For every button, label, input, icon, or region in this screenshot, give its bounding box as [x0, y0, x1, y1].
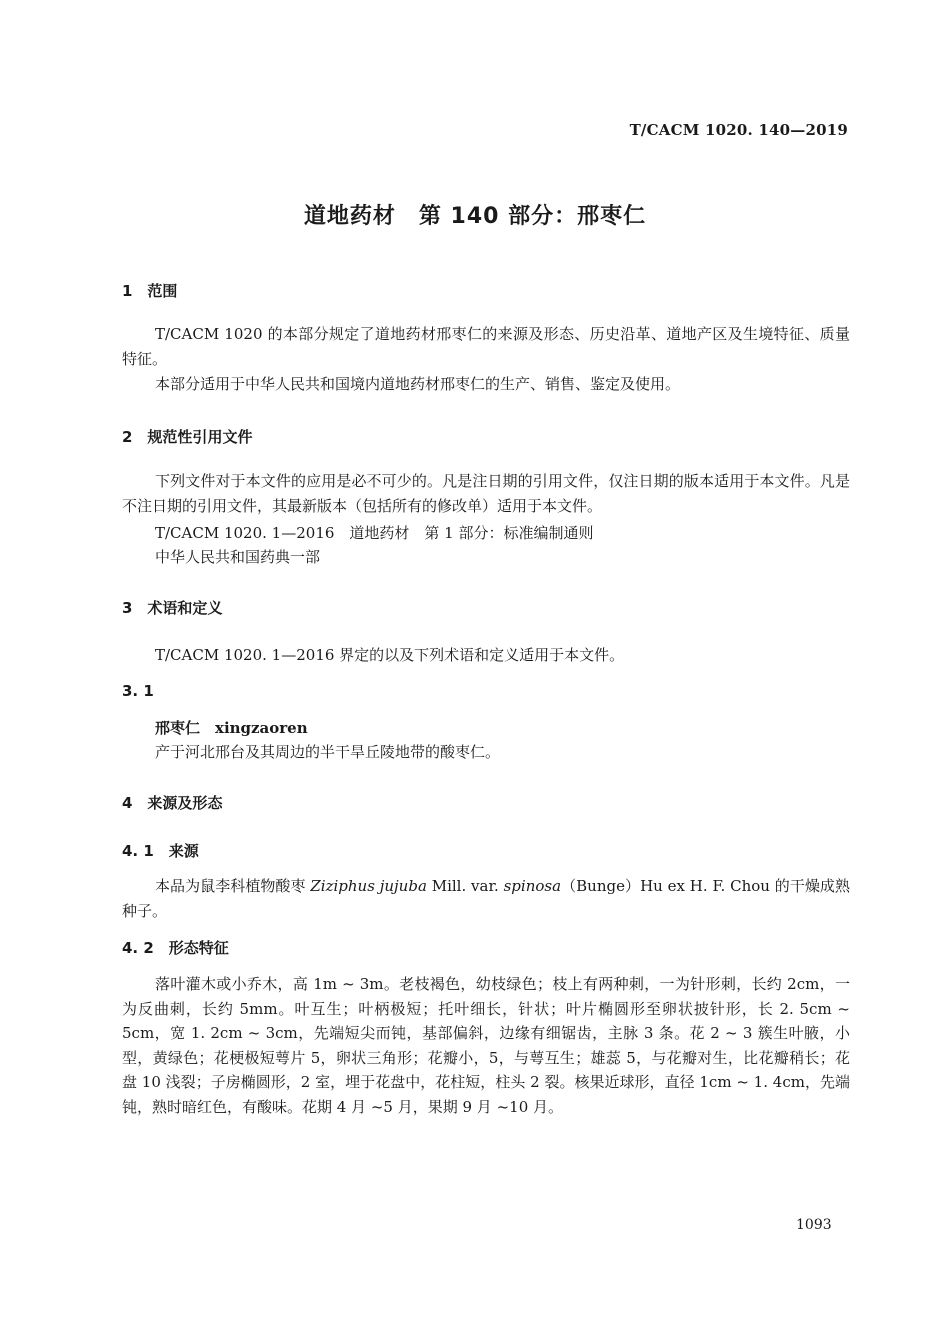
- section-1-paragraph-1: T/CACM 1020 的本部分规定了道地药材邢枣仁的来源及形态、历史沿革、道地产区及生境特征、质量特征。: [122, 325, 850, 368]
- section-1-paragraph-2: 本部分适用于中华人民共和国境内道地药材邢枣仁的生产、销售、鉴定及使用。: [155, 375, 681, 393]
- section-2-paragraph-1: 下列文件对于本文件的应用是必不可少的。凡是注日期的引用文件，仅注日期的版本适用于本文件。凡是不注日期的引用文件，其最新版本（包括所有的修改单）适用于本文件。: [122, 472, 850, 515]
- section-3-paragraph-1: T/CACM 1020. 1—2016 界定的以及下列术语和定义适用于本文件。: [155, 646, 625, 664]
- source-text-b: Mill. var.: [426, 877, 504, 895]
- normative-reference-1: T/CACM 1020. 1—2016 道地药材 第 1 部分：标准编制通则: [155, 524, 594, 542]
- section-3-1-heading: 3. 1: [122, 682, 154, 700]
- section-1-heading: 1 范围: [122, 282, 178, 300]
- section-4-1-paragraph: [122, 874, 850, 923]
- species-name: Ziziphus jujuba: [310, 877, 427, 895]
- standard-code: T/CACM 1020. 140—2019: [629, 121, 848, 139]
- variety-name: spinosa: [503, 877, 562, 895]
- normative-reference-2: 中华人民共和国药典一部: [155, 548, 321, 566]
- document-title: 道地药材 第 140 部分：邢枣仁: [303, 204, 647, 229]
- section-4-1-heading: 4. 1 来源: [122, 842, 199, 860]
- section-2-heading: 2 规范性引用文件: [122, 428, 253, 446]
- section-3-heading: 3 术语和定义: [122, 599, 223, 617]
- source-text-c: （Bunge）Hu ex H. F. Chou 的干燥成熟种子。: [122, 877, 850, 920]
- term-entry: 邢枣仁 xingzaoren: [155, 719, 308, 737]
- source-text-a: 本品为鼠李科植物酸枣: [155, 877, 311, 895]
- section-4-heading: 4 来源及形态: [122, 794, 223, 812]
- term-definition: 产于河北邢台及其周边的半干旱丘陵地带的酸枣仁。: [155, 743, 501, 761]
- section-4-2-heading: 4. 2 形态特征: [122, 939, 229, 957]
- page-number: 1093: [796, 1217, 832, 1233]
- section-4-2-paragraph: 落叶灌木或小乔木，高 1m ~ 3m。老枝褐色，幼枝绿色；枝上有两种刺，一为针形刺，长约 2cm，一为反曲刺，长约 5mm。叶互生；叶柄极短；托叶细长，针状；叶片椭圆形至卵状披针形，长 2. 5cm ~ 5cm，宽 1. 2cm ~ 3cm，先端短尖而钝，基部偏斜，边缘有细锯齿，主脉 3 条。花 2 ~ 3 簇生叶腋，小型，黄绿色；花梗极短萼片 5，卵状三角形；花瓣小，5，与萼互生；雄蕊 5，与花瓣对生，比花瓣稍长；花盘 10 浅裂；子房椭圆形，2 室，埋于花盘中，花柱短，柱头 2 裂。核果近球形，直径 1cm ~ 1. 4cm，先端钝，熟时暗红色，有酸味。花期 4 月 ~5 月，果期 9 月 ~10 月。: [122, 975, 850, 1116]
